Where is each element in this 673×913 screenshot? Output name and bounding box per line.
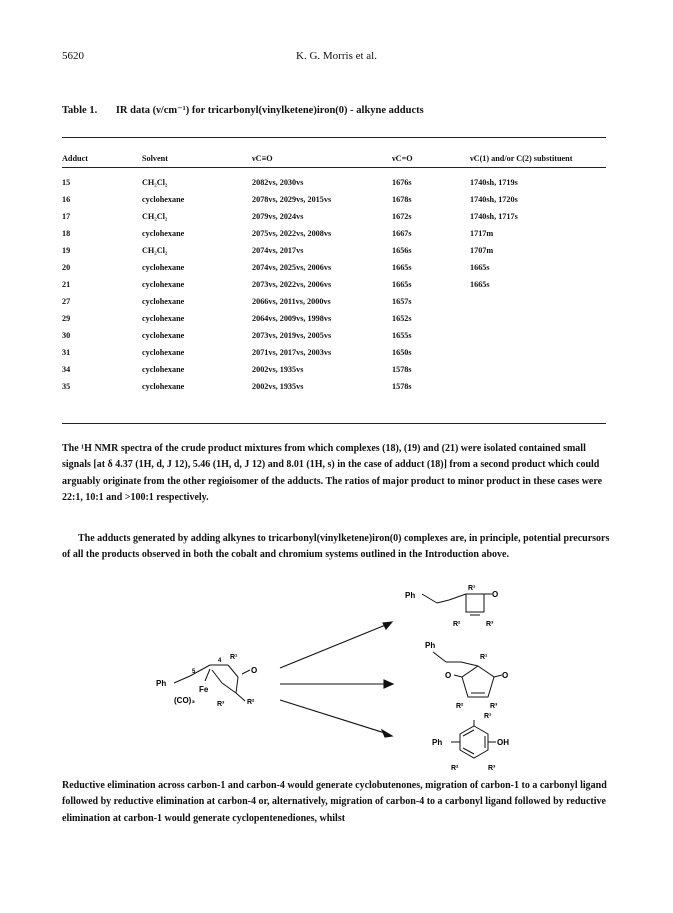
running-title: K. G. Morris et al. <box>296 50 377 62</box>
iron-label: Fe <box>199 685 209 694</box>
phenol-product <box>451 720 496 758</box>
v-co-double-cell: 1655s <box>392 331 412 340</box>
v-co-triple-cell: 2078vs, 2029vs, 2015vs <box>252 195 332 204</box>
v-co-triple-cell: 2002vs, 1935vs <box>252 365 304 374</box>
adduct-cell: 19 <box>62 246 71 255</box>
table-row <box>62 167 606 191</box>
v-co-double-cell: 1672s <box>392 212 412 221</box>
table-row <box>62 259 606 276</box>
adduct-cell: 17 <box>62 212 71 221</box>
r3-label-p2: R³ <box>490 703 498 710</box>
v-co-triple-cell: 2073vs, 2022vs, 2006vs <box>252 280 332 289</box>
column-header-adduct: Adduct <box>62 153 88 163</box>
r1-label-p3: R¹ <box>484 713 492 720</box>
v-co-triple-cell: 2071vs, 2017vs, 2003vs <box>252 348 332 357</box>
adduct-cell: 35 <box>62 382 71 391</box>
r1-label-p2: R¹ <box>480 654 488 661</box>
solvent-cell: cyclohexane <box>142 263 185 272</box>
oxygen-label-start: O <box>251 666 258 675</box>
table-row <box>62 191 606 208</box>
v-co-triple-cell: 2002vs, 1935vs <box>252 382 304 391</box>
solvent-cell: CH₂Cl₂ <box>142 246 168 255</box>
v-co-double-cell: 1667s <box>392 229 412 238</box>
v-co-double-cell: 1665s <box>392 263 412 272</box>
oxygen-label-p2-left: O <box>445 671 452 680</box>
v-co-triple-cell: 2066vs, 2011vs, 2000vs <box>252 297 331 306</box>
column-header-v-co-double: νC=O <box>392 153 413 163</box>
solvent-cell: cyclohexane <box>142 331 185 340</box>
adduct-cell: 31 <box>62 348 71 357</box>
ph-label-start: Ph <box>156 679 167 688</box>
carbon-5-label: 5 <box>192 669 196 675</box>
table-row <box>62 225 606 242</box>
solvent-cell: CH₂Cl₂ <box>142 212 168 221</box>
substituent-cell: 1740sh, 1720s <box>470 195 518 204</box>
r1-label-p1: R¹ <box>468 585 476 592</box>
column-header-v-co-triple: νC≡O <box>252 153 273 163</box>
v-co-double-cell: 1676s <box>392 177 412 187</box>
cyclopentenedione-product <box>433 652 502 697</box>
reaction-arrows <box>280 622 393 737</box>
adduct-cell: 18 <box>62 229 71 238</box>
adduct-cell: 29 <box>62 314 71 323</box>
substituent-cell: 1740sh, 1717s <box>470 212 518 221</box>
reaction-scheme <box>150 580 550 775</box>
solvent-cell: cyclohexane <box>142 314 185 323</box>
r2-label-p2: R² <box>456 703 464 710</box>
substituent-cell <box>470 378 606 395</box>
v-co-triple-cell: 2079vs, 2024vs <box>252 212 304 221</box>
solvent-cell: cyclohexane <box>142 280 185 289</box>
ph-label-p3: Ph <box>432 738 443 747</box>
v-co-triple-cell: 2074vs, 2017vs <box>252 246 304 255</box>
cyclobutenone-product <box>422 594 492 615</box>
substituent-cell <box>470 310 606 327</box>
v-co-double-cell: 1578s <box>392 382 412 391</box>
paragraph-adducts: The adducts generated by adding alkynes to tricarbonyl(vinylketene)iron(0) complexes are, in principle, potential precursors of all the products observed in both the cobalt and chromium systems outlined in the Introduction above. <box>62 533 610 561</box>
adduct-cell: 27 <box>62 297 71 306</box>
v-co-triple-cell: 2074vs, 2025vs, 2006vs <box>252 263 332 272</box>
substituent-cell: 1717m <box>470 229 494 238</box>
solvent-cell: cyclohexane <box>142 365 185 374</box>
paragraph-reductive-elimination: Reductive elimination across carbon-1 and carbon-4 would generate cyclobutenones, migration of carbon-1 to a carbonyl ligand followed by reductive elimination at carbon-4 or, alternatively, migration of carbon-4 to a carbonyl ligand followed by reductive elimination at carbon-1 would generate cyclopentenediones, whilst <box>62 780 607 824</box>
table-row <box>62 327 606 344</box>
column-header-solvent: Solvent <box>142 153 168 163</box>
r1-label-start: R¹ <box>230 654 238 661</box>
substituent-cell <box>470 293 606 310</box>
v-co-triple-cell: 2073vs, 2019vs, 2005vs <box>252 331 332 340</box>
paragraph-nmr: The ¹H NMR spectra of the crude product mixtures from which complexes (18), (19) and (21) were isolated contained small signals [at δ 4.37 (1H, d, J 12), 5.46 (1H, d, J 12) and 8.01 (1H, s) in the case of adduct (18)] from a second product which could arguably originate from the other regioisomer of the adducts. The ratios of major product to minor product in these cases were 22:1, 10:1 and >100:1 respectively. <box>62 443 603 504</box>
r3-label-p3: R³ <box>488 765 496 772</box>
substituent-cell: 1665s <box>470 280 490 289</box>
solvent-cell: CH₂Cl₂ <box>142 177 168 187</box>
oxygen-label-p1: O <box>492 590 499 599</box>
v-co-triple-cell: 2075vs, 2022vs, 2008vs <box>252 229 332 238</box>
v-co-double-cell: 1657s <box>392 297 412 306</box>
table-title: IR data (ν/cm⁻¹) for tricarbonyl(vinylketene)iron(0) - alkyne adducts <box>115 105 424 116</box>
solvent-cell: cyclohexane <box>142 297 185 306</box>
r3-label-start: R³ <box>217 701 225 708</box>
r2-label-p1: R² <box>453 621 461 628</box>
column-header-substituent: νC(1) and/or C(2) substituent <box>470 153 573 163</box>
solvent-cell: cyclohexane <box>142 382 185 391</box>
carbon-4-label: 4 <box>218 658 222 664</box>
v-co-double-cell: 1578s <box>392 365 412 374</box>
page-number: 5620 <box>62 50 84 62</box>
v-co-double-cell: 1665s <box>392 280 412 289</box>
table-row <box>62 310 606 327</box>
solvent-cell: cyclohexane <box>142 195 185 204</box>
v-co-triple-cell: 2064vs, 2009vs, 1998vs <box>252 314 332 323</box>
tricarbonyl-label: (CO)₃ <box>174 696 196 705</box>
table-row <box>62 208 606 225</box>
substituent-cell <box>470 327 606 344</box>
table-row <box>62 276 606 293</box>
r3-label-p1: R³ <box>486 621 494 628</box>
table-label: Table 1. <box>62 105 98 116</box>
ir-data-table <box>62 149 606 395</box>
v-co-double-cell: 1656s <box>392 246 412 255</box>
substituent-cell: 1665s <box>470 263 490 272</box>
table-row <box>62 293 606 310</box>
table-row <box>62 344 606 361</box>
ph-label-p2: Ph <box>425 641 436 650</box>
oxygen-label-p2-right: O <box>502 671 509 680</box>
solvent-cell: cyclohexane <box>142 348 185 357</box>
adduct-cell: 16 <box>62 195 71 204</box>
table-row <box>62 242 606 259</box>
solvent-cell: cyclohexane <box>142 229 185 238</box>
substituent-cell <box>470 344 606 361</box>
adduct-cell: 30 <box>62 331 71 340</box>
adduct-cell: 20 <box>62 263 71 272</box>
adduct-cell: 21 <box>62 280 71 289</box>
oh-label-p3: OH <box>497 738 509 747</box>
table-top-rule <box>62 137 606 138</box>
r2-label-start: R² <box>247 699 255 706</box>
r2-label-p3: R² <box>451 765 459 772</box>
table-caption <box>62 104 424 116</box>
ph-label-p1: Ph <box>405 591 416 600</box>
v-co-triple-cell: 2082vs, 2030vs <box>252 177 304 187</box>
v-co-double-cell: 1652s <box>392 314 412 323</box>
v-co-double-cell: 1678s <box>392 195 412 204</box>
substituent-cell: 1707m <box>470 246 494 255</box>
adduct-cell: 34 <box>62 365 71 374</box>
table-bottom-rule <box>62 423 606 424</box>
substituent-cell <box>470 361 606 378</box>
adduct-cell: 15 <box>62 177 71 187</box>
substituent-cell: 1740sh, 1719s <box>470 177 518 187</box>
table-row <box>62 361 606 378</box>
v-co-double-cell: 1650s <box>392 348 412 357</box>
table-row <box>62 378 606 395</box>
table-header-row <box>62 149 606 167</box>
